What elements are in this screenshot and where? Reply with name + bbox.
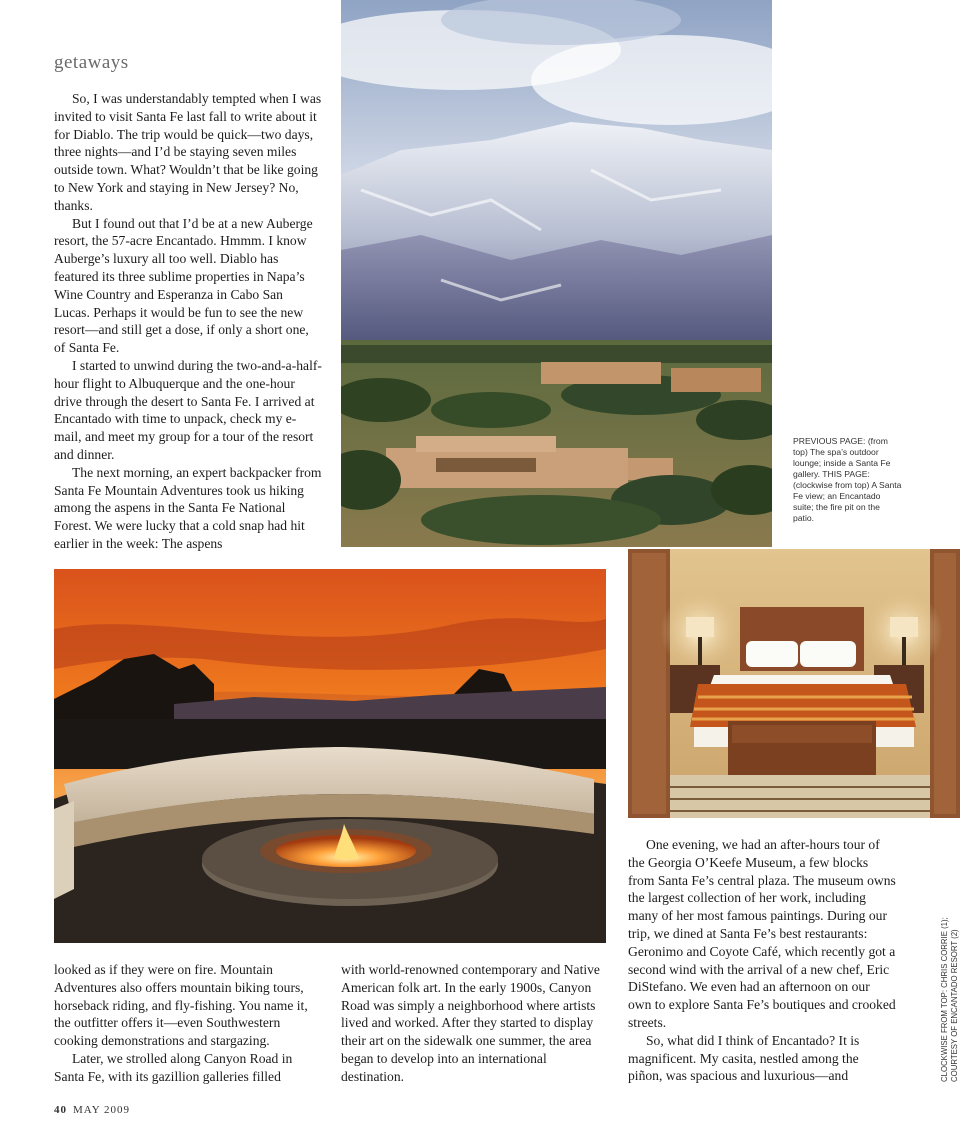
issue-date: MAY 2009 <box>73 1104 131 1116</box>
photo-credit-line: COURTESY OF ENCANTADO RESORT (2) <box>949 929 959 1082</box>
article-column-2 <box>54 961 312 1086</box>
paragraph: I started to unwind during the two-and-a-half-hour flight to Albuquerque and the one-hour drive through the desert to Santa Fe. I arrived at Encantado with time to unpack, check my e-mail, and meet my group for a tour of the resort and dinner. <box>54 357 322 462</box>
paragraph: But I found out that I’d be at a new Auberge resort, the 57-acre Encantado. Hmmm. I know Auberge’s luxury all too well. Diablo has featured its three sublime properties in Napa’s Wine Country and Esperanza in Cabo San Lucas. Perhaps it would be fun to see the new resort—and still get a dose, if only a short one, of Santa Fe. <box>54 215 313 356</box>
page-number: 40 <box>54 1104 67 1116</box>
paragraph: looked as if they were on fire. Mountain Adventures also offers mountain biking tours, horseback riding, and fly-fishing. You name it, the outfitter offers it—even Southwestern cooking demonstrations and stargazing. <box>54 962 308 1049</box>
article-column-4 <box>628 836 896 1085</box>
photo-credit <box>940 917 959 1082</box>
paragraph: One evening, we had an after-hours tour of the Georgia O’Keefe Museum, a few blocks from Santa Fe’s central plaza. The museum owns the largest collection of her work, including many of her most famous paintings. During our trip, we dined at Santa Fe’s best restaurants: Geronimo and Coyote Café, which recently got a second wind with the arrival of a new chef, Eric DiStefano. We even had an afternoon on our own to explore Santa Fe’s boutiques and crooked streets. <box>628 837 896 1030</box>
fire-pit-photo <box>54 569 606 943</box>
paragraph: So, I was understandably tempted when I was invited to visit Santa Fe last fall to write about it for Diablo. The trip would be quick—two days, three nights—and I’d be staying seven miles outside town. What? Wouldn’t that be like going to New York and staying in New Jersey? No, thanks. <box>54 91 322 213</box>
santa-fe-view-photo <box>341 0 772 547</box>
article-column-3 <box>341 961 603 1086</box>
paragraph: Later, we strolled along Canyon Road in Santa Fe, with its gazillion galleries filled <box>54 1050 293 1084</box>
page-folio <box>54 1104 130 1116</box>
section-label: getaways <box>54 52 129 73</box>
paragraph: The next morning, an expert backpacker from Santa Fe Mountain Adventures took us hiking among the aspens in the Santa Fe National Forest. We were lucky that a cold snap had hit earlier in the week: The aspens <box>54 464 322 551</box>
article-column-1 <box>54 90 322 553</box>
photo-credit-line: CLOCKWISE FROM TOP: CHRIS CORRIE (1); <box>940 917 949 1082</box>
encantado-suite-photo <box>628 549 960 818</box>
paragraph: So, what did I think of Encantado? It is magnificent. My casita, nestled among the piñon, was spacious and luxurious—and <box>628 1032 860 1084</box>
photo-caption: PREVIOUS PAGE: (from top) The spa’s outdoor lounge; inside a Santa Fe gallery. THIS PAGE: (clockwise from top) A Santa Fe view; an Encantado suite; the fire pit on the patio. <box>793 436 902 523</box>
paragraph: with world-renowned contemporary and Native American folk art. In the early 1900s, Canyon Road was simply a neighborhood where artists lived and worked. After they started to display their art on the sidewalk one summer, the area began to develop into an international destination. <box>341 962 600 1084</box>
